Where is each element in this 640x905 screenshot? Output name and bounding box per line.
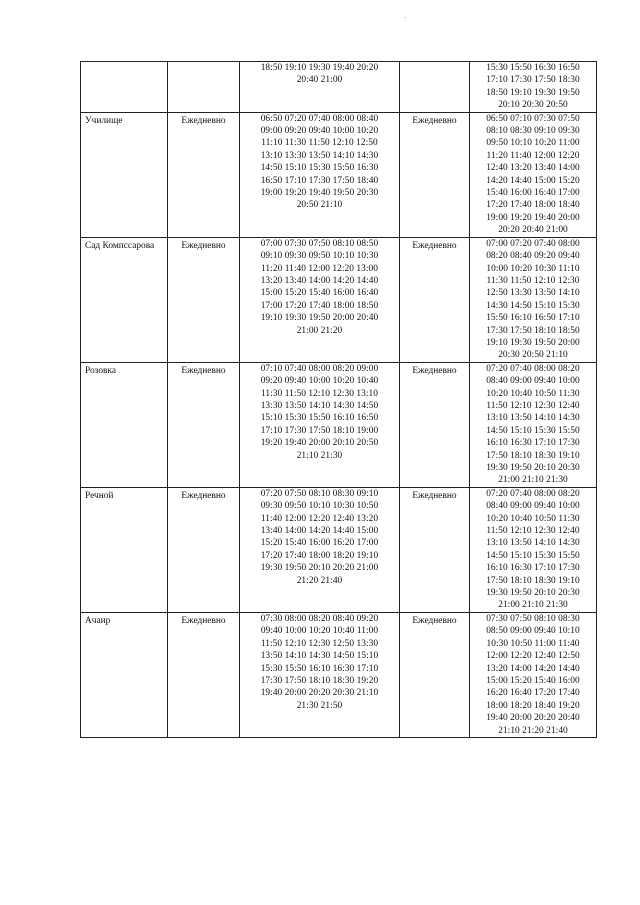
time-line: 19:00 19:20 19:40 20:00 [486, 212, 580, 223]
time-line: 21:10 21:20 21:40 [498, 725, 568, 736]
frequency-cell-b: Ежедневно [400, 487, 470, 612]
time-line: 09:30 09:50 10:10 10:30 10:50 [260, 501, 379, 512]
time-line: 20:20 20:40 21:00 [498, 225, 568, 236]
time-line: 21:00 21:20 [296, 325, 343, 336]
time-line: 19:40 20:00 20:20 20:40 [486, 713, 580, 724]
time-line: 13:50 14:10 14:30 14:50 15:10 [260, 651, 379, 662]
time-line: 09:00 09:20 09:40 10:00 10:20 [260, 126, 379, 137]
time-line: 16:20 16:40 17:20 17:40 [486, 688, 580, 699]
table-row [81, 487, 597, 612]
time-line: 13:40 14:00 14:20 14:40 15:00 [260, 526, 379, 537]
time-line: 14:20 14:40 15:00 15:20 [486, 175, 580, 186]
time-line: 07:30 08:00 08:20 08:40 09:20 [260, 613, 379, 624]
time-line: 11:50 12:10 12:30 12:40 [486, 526, 580, 537]
time-line: 19:10 19:30 19:50 20:00 20:40 [260, 313, 379, 324]
time-line: 19:30 19:50 20:10 20:30 [486, 588, 580, 599]
time-line: 17:50 18:10 18:30 19:10 [486, 450, 580, 461]
time-line: 18:50 19:10 19:30 19:40 20:20 [260, 63, 379, 73]
time-line: 13:10 13:50 14:10 14:30 [486, 538, 580, 549]
time-line: 07:20 07:40 08:00 08:20 [486, 363, 580, 374]
time-line: 21:30 21:50 [296, 700, 343, 711]
time-line: 19:00 19:20 19:40 19:50 20:30 [260, 188, 379, 199]
time-line: 15:50 16:10 16:50 17:10 [486, 313, 580, 324]
time-line: 17:30 17:50 18:10 18:30 19:20 [260, 675, 379, 686]
time-line: 11:30 11:50 12:10 12:30 13:10 [261, 388, 378, 399]
stop-name-cell: Розовка [81, 362, 168, 487]
time-line: 10:30 10:50 11:00 11:40 [486, 638, 580, 649]
time-line: 08:40 09:00 09:40 10:00 [486, 376, 580, 387]
time-line: 10:20 10:40 10:50 11:30 [486, 388, 580, 399]
time-line: 19:30 19:50 20:10 20:30 [486, 463, 580, 473]
time-line: 07:10 07:40 08:00 08:20 09:00 [260, 363, 379, 374]
time-line: 12:50 13:30 13:50 14:10 [486, 288, 580, 299]
table-row [81, 62, 597, 113]
times-cell-a [240, 62, 400, 113]
times-cell-a [240, 237, 400, 362]
page-mark: · [404, 14, 407, 22]
frequency-cell-b: Ежедневно [400, 612, 470, 737]
stop-name-cell [81, 62, 168, 113]
time-line: 18:00 18:20 18:40 19:20 [486, 700, 580, 711]
times-cell-b [470, 612, 597, 737]
time-line: 11:10 11:30 11:50 12:10 12:50 [261, 138, 378, 149]
time-line: 09:40 10:00 10:20 10:40 11:00 [260, 626, 379, 637]
time-line: 11:30 11:50 12:10 12:30 [486, 275, 580, 286]
frequency-cell-a: Ежедневно [168, 487, 240, 612]
time-line: 14:50 15:10 15:30 15:50 [486, 425, 580, 436]
time-line: 11:50 12:10 12:30 12:40 [486, 400, 580, 411]
time-line: 14:50 15:10 15:30 15:50 [486, 550, 580, 561]
times-cell-b [470, 62, 597, 113]
time-line: 15:10 15:30 15:50 16:10 16:50 [260, 413, 379, 424]
time-line: 16:10 16:30 17:10 17:30 [486, 438, 580, 449]
table-row [81, 237, 597, 362]
time-line: 10:20 10:40 10:50 11:30 [486, 513, 580, 524]
time-line: 15:40 16:00 16:40 17:00 [486, 188, 580, 199]
time-line: 20:50 21:10 [296, 200, 343, 211]
time-line: 09:10 09:30 09:50 10:10 10:30 [260, 251, 379, 262]
time-line: 06:50 07:20 07:40 08:00 08:40 [260, 113, 379, 124]
times-cell-b [470, 112, 597, 237]
time-line: 12:40 13:20 13:40 14:00 [486, 163, 580, 174]
times-cell-a [240, 362, 400, 487]
times-cell-b [470, 362, 597, 487]
time-line: 15:00 15:20 15:40 16:00 16:40 [260, 288, 379, 299]
frequency-cell-a: Ежедневно [168, 237, 240, 362]
bus-schedule-table [80, 61, 597, 738]
table-row [81, 612, 597, 737]
time-line: 19:30 19:50 20:10 20:20 21:00 [260, 563, 379, 574]
time-line: 13:20 13:40 14:00 14:20 14:40 [260, 275, 379, 286]
time-line: 07:20 07:50 08:10 08:30 09:10 [260, 488, 379, 499]
time-line: 08:20 08:40 09:20 09:40 [486, 251, 580, 262]
times-cell-a [240, 487, 400, 612]
table-row [81, 112, 597, 237]
time-line: 14:30 14:50 15:10 15:30 [486, 300, 580, 311]
frequency-cell-a: Ежедневно [168, 612, 240, 737]
time-line: 19:20 19:40 20:00 20:10 20:50 [260, 438, 379, 449]
time-line: 19:10 19:30 19:50 20:00 [486, 337, 580, 348]
times-cell-b [470, 487, 597, 612]
time-line: 15:20 15:40 16:00 16:20 17:00 [260, 538, 379, 549]
time-line: 07:30 07:50 08:10 08:30 [486, 613, 580, 624]
frequency-cell-b [400, 62, 470, 113]
frequency-cell-a: Ежедневно [168, 112, 240, 237]
time-line: 08:10 08:30 09:10 09:30 [486, 126, 580, 137]
frequency-cell-a [168, 62, 240, 113]
time-line: 19:40 20:00 20:20 20:30 21:10 [260, 688, 379, 699]
stop-name-cell: Училище [81, 112, 168, 237]
time-line: 09:20 09:40 10:00 10:20 10:40 [260, 376, 379, 387]
time-line: 13:30 13:50 14:10 14:30 14:50 [260, 400, 379, 411]
time-line: 17:20 17:40 18:00 18:20 19:10 [260, 550, 379, 561]
time-line: 11:20 11:40 12:00 12:20 [486, 150, 580, 161]
time-line: 08:50 09:00 09:40 10:10 [486, 626, 580, 637]
table-row [81, 362, 597, 487]
time-line: 18:50 19:10 19:30 19:50 [486, 87, 580, 98]
time-line: 15:30 15:50 16:30 16:50 [486, 63, 580, 73]
time-line: 09:50 10:10 10:20 11:00 [486, 138, 580, 149]
time-line: 13:10 13:30 13:50 14:10 14:30 [260, 150, 379, 161]
time-line: 20:30 20:50 21:10 [498, 350, 568, 361]
time-line: 06:50 07:10 07:30 07:50 [486, 113, 580, 124]
time-line: 11:40 12:00 12:20 12:40 13:20 [260, 513, 379, 524]
time-line: 17:20 17:40 18:00 18:40 [486, 200, 580, 211]
time-line: 17:10 17:30 17:50 18:10 19:00 [260, 425, 379, 436]
time-line: 16:50 17:10 17:30 17:50 18:40 [260, 175, 379, 186]
stop-name-cell: Сад Компссарова [81, 237, 168, 362]
frequency-cell-b: Ежедневно [400, 112, 470, 237]
time-line: 16:10 16:30 17:10 17:30 [486, 563, 580, 574]
frequency-cell-a: Ежедневно [168, 362, 240, 487]
time-line: 21:20 21:40 [296, 575, 343, 586]
time-line: 14:50 15:10 15:30 15:50 16:30 [260, 163, 379, 174]
time-line: 15:30 15:50 16:10 16:30 17:10 [260, 663, 379, 674]
time-line: 11:50 12:10 12:30 12:50 13:30 [260, 638, 379, 649]
time-line: 20:40 21:00 [296, 75, 343, 86]
time-line: 07:00 07:20 07:40 08:00 [486, 238, 580, 249]
time-line: 11:20 11:40 12:00 12:20 13:00 [261, 263, 378, 274]
time-line: 21:10 21:30 [296, 450, 343, 461]
time-line: 17:50 18:10 18:30 19:10 [486, 575, 580, 586]
times-cell-a [240, 612, 400, 737]
time-line: 21:00 21:10 21:30 [498, 475, 568, 486]
time-line: 17:30 17:50 18:10 18:50 [486, 325, 580, 336]
frequency-cell-b: Ежедневно [400, 237, 470, 362]
time-line: 17:00 17:20 17:40 18:00 18:50 [260, 300, 379, 311]
time-line: 13:10 13:50 14:10 14:30 [486, 413, 580, 424]
times-cell-a [240, 112, 400, 237]
time-line: 12:00 12:20 12:40 12:50 [486, 651, 580, 662]
times-cell-b [470, 237, 597, 362]
stop-name-cell: Ачаир [81, 612, 168, 737]
time-line: 13:20 14:00 14:20 14:40 [486, 663, 580, 674]
time-line: 15:00 15:20 15:40 16:00 [486, 675, 580, 686]
time-line: 07:00 07:30 07:50 08:10 08:50 [260, 238, 379, 249]
frequency-cell-b: Ежедневно [400, 362, 470, 487]
schedule-body [81, 62, 597, 738]
time-line: 10:00 10:20 10:30 11:10 [486, 263, 580, 274]
stop-name-cell: Речной [81, 487, 168, 612]
time-line: 17:10 17:30 17:50 18:30 [486, 75, 580, 86]
time-line: 08:40 09:00 09:40 10:00 [486, 501, 580, 512]
time-line: 21:00 21:10 21:30 [498, 600, 568, 611]
time-line: 07:20 07:40 08:00 08:20 [486, 488, 580, 499]
time-line: 20:10 20:30 20:50 [498, 100, 568, 111]
